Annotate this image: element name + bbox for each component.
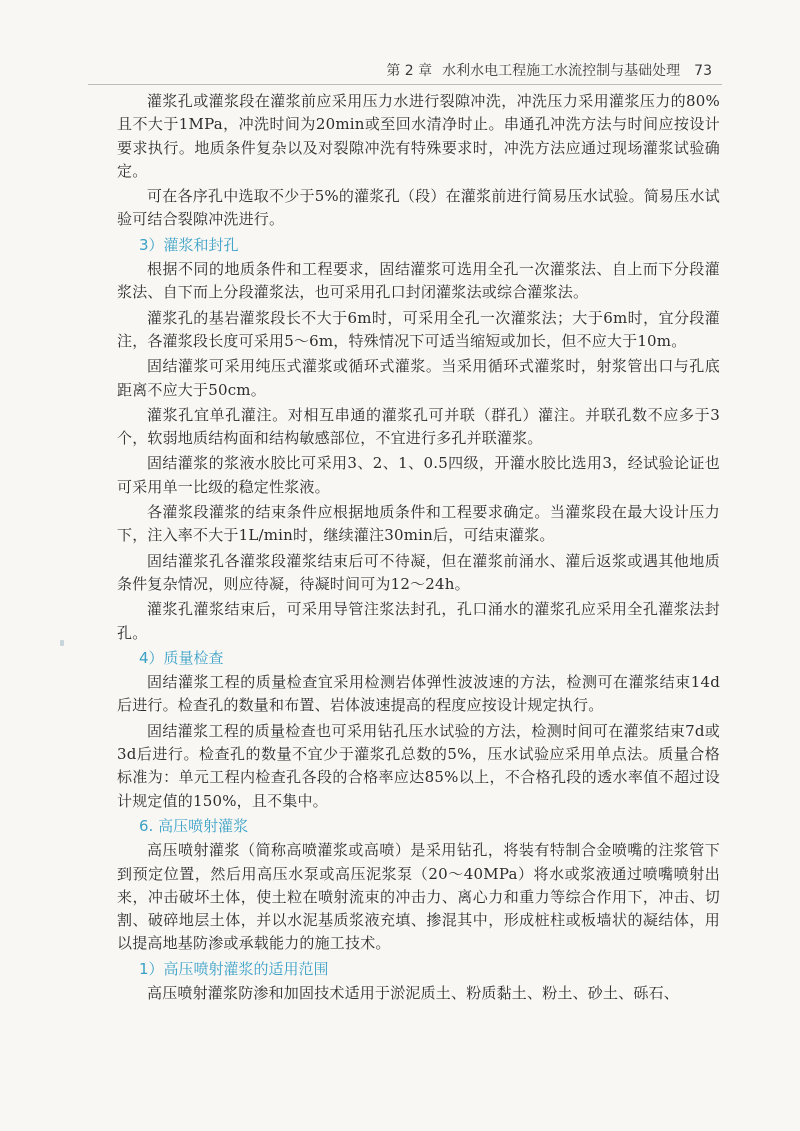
paragraph-circulation: 固结灌浆可采用纯压式灌浆或循环式灌浆。当采用循环式灌浆时，射浆管出口与孔底距离不应大于50cm。 [117,357,720,399]
heading-quality-check: 4）质量检查 [139,648,224,667]
paragraph-single-hole: 灌浆孔宜单孔灌注。对相互串通的灌浆孔可并联（群孔）灌注。并联孔数不应多于3个，软弱地质结构面和结构敏感部位，不宜进行多孔并联灌浆。 [117,405,720,448]
paragraph-pressure-test: 固结灌浆工程的质量检查也可采用钻孔压水试验的方法，检测时间可在灌浆结束7d或3d后进行。检查孔的数量不宜少于灌浆孔总数的5%，压水试验应采用单点法。质量合格标准为：单元工程内检查孔各段的合格率应达85%以上，不合格孔段的透水率值不超过设计规定值的150%，且不集中。 [117,721,720,810]
margin-mark [60,640,64,646]
paragraph-segment-length: 灌浆孔的基岩灌浆段长不大于6m时，可采用全孔一次灌浆法；大于6m时，宜分段灌注，各灌浆段长度可采用5～6m，特殊情况下可适当缩短或加长，但不应大于10m。 [117,308,720,350]
paragraph-end-condition: 各灌浆段灌浆的结束条件应根据地质条件和工程要求确定。当灌浆段在最大设计压力下，注入率不大于1L/min时，继续灌注30min后，可结束灌浆。 [117,503,720,545]
chapter-title: 水利水电工程施工水流控制与基础处理 [442,63,681,79]
paragraph-water-test: 可在各序孔中选取不少于5%的灌浆孔（段）在灌浆前进行简易压水试验。简易压水试验可结合裂隙冲洗进行。 [117,187,720,229]
header-text [386,60,712,80]
paragraph-wave-velocity: 固结灌浆工程的质量检查宜采用检测岩体弹性波波速的方法，检测可在灌浆结束14d后进行。检查孔的数量和布置、岩体波速提高的程度应按设计规定执行。 [117,673,720,715]
paragraph-water-cement-ratio: 固结灌浆的浆液水胶比可采用3、2、1、0.5四级，开灌水胶比选用3，经试验论证也可采用单一比级的稳定性浆液。 [117,454,720,496]
heading-jet-grouting-scope: 1）高压喷射灌浆的适用范围 [139,959,329,978]
paragraph-jet-grouting-definition: 高压喷射灌浆（简称高喷灌浆或高喷）是采用钻孔，将装有特制合金喷嘴的注浆管下到预定位置，然后用高压水泵或高压泥浆泵（20～40MPa）将水或浆液通过喷嘴喷射出来，冲击破坏土体，使土粒在喷射流束的冲击力、离心力和重力等综合作用下，冲击、切割、破碎地层土体，并以水泥基质浆液充填、掺混其中，形成桩柱或板墙状的凝结体，用以提高地基防渗或承载能力的施工技术。 [117,841,720,953]
chapter-number: 第 2 章 [386,63,433,79]
header-rule [88,84,722,85]
running-header [0,0,800,88]
page-number: 73 [694,63,712,79]
paragraph-sealing: 灌浆孔灌浆结束后，可采用导管注浆法封孔，孔口涌水的灌浆孔应采用全孔灌浆法封孔。 [117,600,720,642]
paragraph-scope: 高压喷射灌浆防渗和加固技术适用于淤泥质土、粉质黏土、粉土、砂土、砾石、 [147,983,680,1002]
heading-grouting-sealing: 3）灌浆和封孔 [139,235,239,254]
heading-jet-grouting: 6. 高压喷射灌浆 [139,816,249,835]
page-body [117,90,720,1005]
paragraph-grouting-methods: 根据不同的地质条件和工程要求，固结灌浆可选用全孔一次灌浆法、自上而下分段灌浆法、自下而上分段灌浆法，也可采用孔口封闭灌浆法或综合灌浆法。 [117,260,720,302]
paragraph-setting: 固结灌浆孔各灌浆段灌浆结束后可不待凝，但在灌浆前涌水、灌后返浆或遇其他地质条件复杂情况，则应待凝，待凝时间可为12～24h。 [117,551,720,593]
paragraph-flushing: 灌浆孔或灌浆段在灌浆前应采用压力水进行裂隙冲洗，冲洗压力采用灌浆压力的80%且不大于1MPa，冲洗时间为20min或至回水清净时止。串通孔冲洗方法与时间应按设计要求执行。地质条件复杂以及对裂隙冲洗有特殊要求时，冲洗方法应通过现场灌浆试验确定。 [117,92,720,180]
